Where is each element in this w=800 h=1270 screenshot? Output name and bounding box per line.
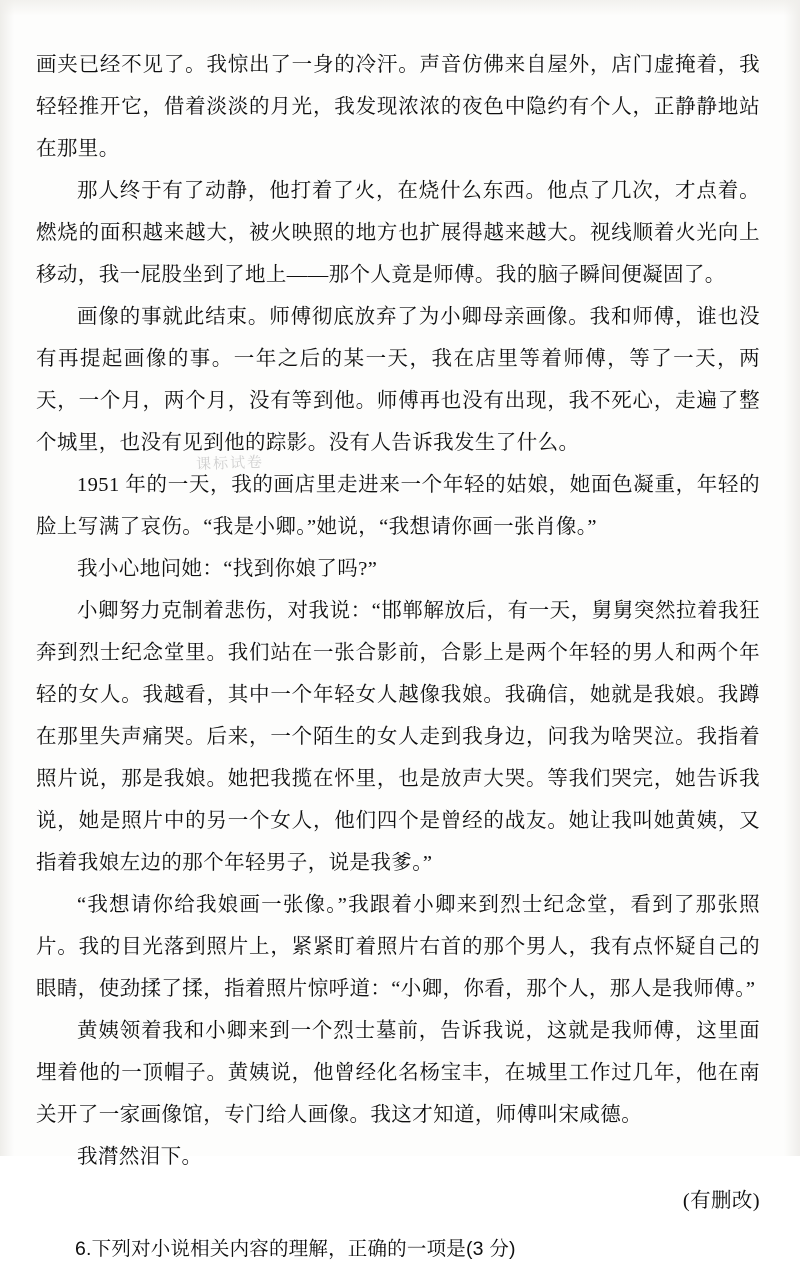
- passage-body: [36, 44, 760, 1270]
- scan-edge-right: [784, 0, 800, 1156]
- attribution: (有删改): [682, 1190, 760, 1212]
- scan-edge-top: [0, 0, 800, 16]
- scan-edge-left: [0, 0, 14, 1156]
- paragraph: 小卿努力克制着悲伤，对我说：“邯郸解放后，有一天，舅舅突然拉着我狂奔到烈士纪念堂里。我们站在一张合影前，合影上是两个年轻的男人和两个年轻的女人。我越看，其中一个年轻女人越像我娘。我确信，她就是我娘。我蹲在那里失声痛哭。后来，一个陌生的女人走到我身边，问我为啥哭泣。我指着照片说，那是我娘。她把我揽在怀里，也是放声大哭。等我们哭完，她告诉我说，她是照片中的另一个女人，他们四个是曾经的战友。她让我叫她黄姨，又指着我娘左边的那个年轻男子，说是我爹。”: [36, 600, 760, 874]
- paragraph: 1951 年的一天，我的画店里走进来一个年轻的姑娘，她面色凝重，年轻的脸上写满了哀伤。“我是小卿。”她说，“我想请你画一张肖像。”: [36, 474, 760, 538]
- paragraph: 那人终于有了动静，他打着了火，在烧什么东西。他点了几次，才点着。燃烧的面积越来越大，被火映照的地方也扩展得越来越大。视线顺着火光向上移动，我一屁股坐到了地上——那个人竟是师傅。我的脑子瞬间便凝固了。: [36, 180, 760, 286]
- paragraph: “我想请你给我娘画一张像。”我跟着小卿来到烈士纪念堂，看到了那张照片。我的目光落到照片上，紧紧盯着照片右首的那个男人，我有点怀疑自己的眼睛，使劲揉了揉，指着照片惊呼道：“小卿，你看，那个人，那人是我师傅。”: [36, 894, 760, 1000]
- question-6: 6.下列对小说相关内容的理解，正确的一项是(3 分): [75, 1238, 516, 1260]
- paragraph: 我潸然泪下。: [77, 1146, 203, 1168]
- watermark: 课标试卷: [195, 453, 265, 474]
- paragraph: 画像的事就此结束。师傅彻底放弃了为小卿母亲画像。我和师傅，谁也没有再提起画像的事。一年之后的某一天，我在店里等着师傅，等了一天，两天，一个月，两个月，没有等到他。师傅再也没有出现，我不死心，走遍了整个城里，也没有见到他的踪影。没有人告诉我发生了什么。: [36, 306, 760, 454]
- paragraph: 黄姨领着我和小卿来到一个烈士墓前，告诉我说，这就是我师傅，这里面埋着他的一顶帽子。黄姨说，他曾经化名杨宝丰，在城里工作过几年，他在南关开了一家画像馆，专门给人画像。我这才知道，师傅叫宋咸德。: [36, 1020, 760, 1126]
- paragraph: 画夹已经不见了。我惊出了一身的冷汗。声音仿佛来自屋外，店门虚掩着，我轻轻推开它，借着淡淡的月光，我发现浓浓的夜色中隐约有个人，正静静地站在那里。: [36, 54, 760, 160]
- paragraph: 我小心地问她：“找到你娘了吗?”: [77, 558, 378, 580]
